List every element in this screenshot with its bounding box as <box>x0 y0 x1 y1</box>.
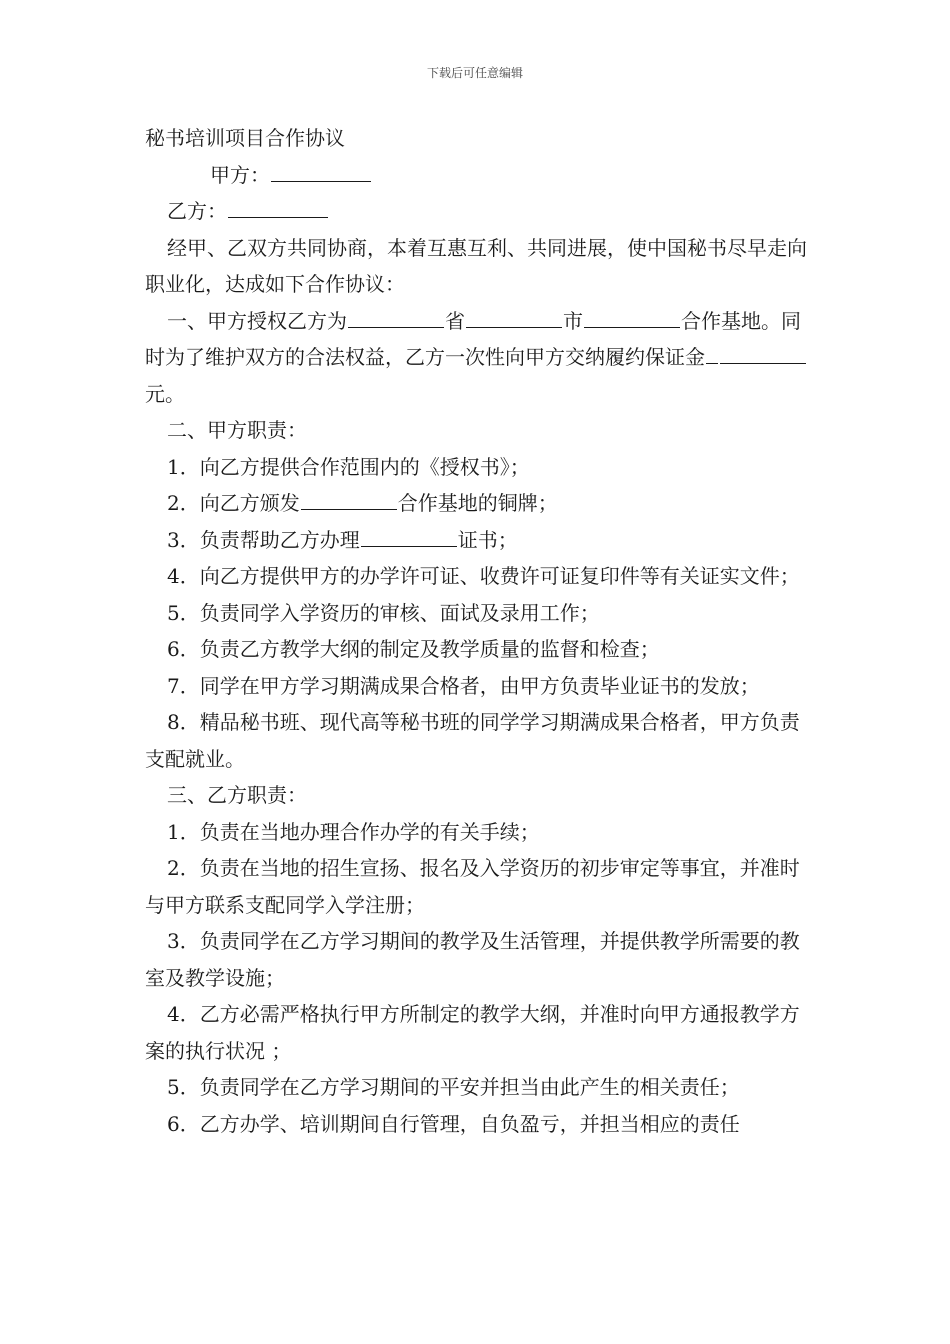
party-b-label: 乙方： <box>167 199 227 223</box>
section-2-item-2-suffix: 合作基地的铜牌； <box>397 491 558 515</box>
party-b-blank <box>228 195 328 218</box>
section-3-title: 三、乙方职责： <box>167 783 307 807</box>
city-blank <box>466 305 562 328</box>
clause-1-part4: 合作基地。同时为了维护双方的合法权益，乙方一次性向甲方交纳履约保证金 <box>145 308 801 369</box>
deposit-blank-a <box>706 341 718 364</box>
page-header-note: 下载后可任意编辑 <box>426 66 523 80</box>
district-blank <box>584 305 680 328</box>
section-2-item-5: 5．负责同学入学资历的审核、面试及录用工作； <box>167 600 600 625</box>
section-2-item-3 <box>145 522 810 559</box>
party-a-line <box>145 157 810 194</box>
section-3-item-5: 5．负责同学在乙方学习期间的平安并担当由此产生的相关责任； <box>167 1075 740 1099</box>
clause-1-part3: 市 <box>563 308 583 333</box>
section-2-item-6: 6．负责乙方教学大纲的制定及教学质量的监督和检查； <box>167 637 660 661</box>
clause-1 <box>145 303 810 413</box>
section-3-item-2: 2．负责在当地的招生宣扬、报名及入学资历的初步审定等事宜，并准时与甲方联系支配同学入学注册； <box>145 856 800 917</box>
section-2-item-3-suffix: 证书； <box>457 527 518 552</box>
section-2-item-7: 7．同学在甲方学习期满成果合格者，由甲方负责毕业证书的发放； <box>167 673 760 698</box>
section-2-item-8: 8．精品秘书班、现代高等秘书班的同学学习期满成果合格者，甲方负责支配就业。 <box>145 710 800 771</box>
section-3-item-1: 1．负责在当地办理合作办学的有关手续； <box>167 819 540 844</box>
section-3-item-6: 6．乙方办学、培训期间自行管理，自负盈亏，并担当相应的责任 <box>167 1111 740 1136</box>
base-name-blank <box>301 487 397 510</box>
party-a-label: 甲方： <box>210 162 270 187</box>
deposit-blank-b <box>720 341 806 364</box>
province-blank <box>348 305 444 328</box>
clause-1-part5: 元。 <box>145 381 185 406</box>
clause-1-part2: 省 <box>445 308 465 333</box>
party-b-line <box>145 193 810 230</box>
intro-paragraph: 经甲、乙双方共同协商，本着互惠互利、共同进展，使中国秘书尽早走向职业化，达成如下合作协议： <box>145 235 807 296</box>
section-2-title: 二、甲方职责： <box>167 418 307 442</box>
section-2-item-1: 1．向乙方提供合作范围内的《授权书》； <box>167 454 530 479</box>
section-3-item-3: 3．负责同学在乙方学习期间的教学及生活管理，并提供教学所需要的教室及教学设施； <box>145 929 800 990</box>
section-2-item-2-prefix: 2．向乙方颁发 <box>167 491 300 515</box>
party-a-blank <box>271 159 371 182</box>
section-2-item-3-prefix: 3．负责帮助乙方办理 <box>167 527 360 552</box>
document-title: 秘书培训项目合作协议 <box>145 126 345 150</box>
section-3-item-4: 4．乙方必需严格执行甲方所制定的教学大纲，并准时向甲方通报教学方案的执行状况 ； <box>145 1002 800 1063</box>
clause-1-part1: 一、甲方授权乙方为 <box>167 308 347 333</box>
certificate-blank <box>361 524 457 547</box>
agreement-document <box>145 120 810 1142</box>
section-2-item-4: 4．向乙方提供甲方的办学许可证、收费许可证复印件等有关证实文件； <box>167 564 800 588</box>
section-2-item-2 <box>145 485 810 522</box>
